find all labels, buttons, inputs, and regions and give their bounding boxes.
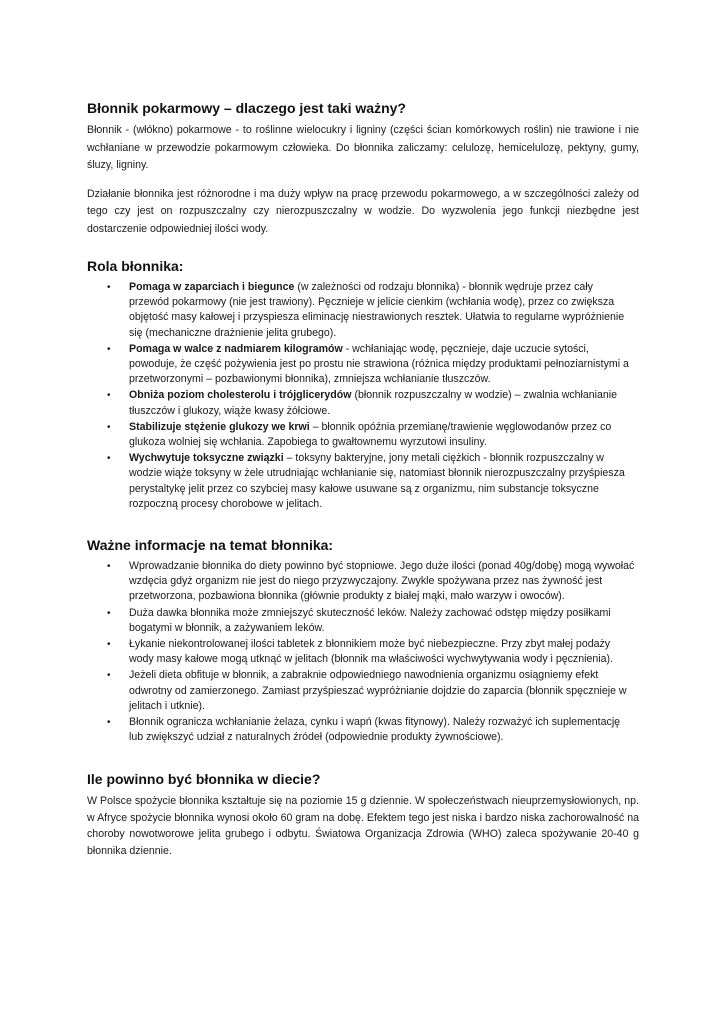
section-why-fiber [87, 98, 639, 238]
list-item-bold: Obniża poziom cholesterolu i trójglicerydów [129, 389, 352, 402]
list-item-text: – błonnik opóźnia przemianę/trawienie węglowodanów przez co glukoza wolniej się wchłania. Zapobiega to gwałtownemu wyrzutowi insuliny. [129, 420, 612, 449]
list-item-text: Wprowadzanie błonnika do diety powinno być stopniowe. Jego duże ilości (ponad 40g/dobę) mogą wywołać wzdęcia gdyż organizm nie jest do niego przyzwyczajony. Zwykle spożywana przez nas żywność jest przetworzona, pozbawiona błonnika (głównie produkty z białej mąki, mało warzyw i owoców). [129, 560, 635, 603]
list-item-text: Błonnik ogranicza wchłanianie żelaza, cynku i wapń (kwas fitynowy). Należy rozważyć ich suplementację lub zwiększyć udział z naturalnych źródeł (odpowiednie produkty żywnościowe). [129, 716, 621, 744]
section-daily-amount [87, 769, 639, 859]
list-item-bold: Pomaga w walce z nadmiarem kilogramów [129, 342, 343, 355]
paragraph: Błonnik - (włókno) pokarmowe - to roślinne wielocukry i ligniny (części ścian komórkowych roślin) nie trawione i nie wchłaniane w przewodzie pokarmowym człowieka. Do błonnika zaliczamy: celulozę, hemicelulozę, pektyny, gumy, śluzy, ligniny. [87, 124, 639, 171]
bullet-icon: • [107, 607, 111, 619]
document-page [87, 98, 639, 859]
section-title: Rola błonnika: [87, 258, 184, 274]
list-item-text: Jeżeli dieta obfituje w błonnik, a zabraknie odpowiedniego nawodnienia organizmu osiągniemy efekt odwrotny od zamierzonego. Zamiast przyśpieszać wypróżnianie dojdzie do zaparcia (błonnik spęcznieje w jelitach i utknie). [129, 669, 627, 712]
section-fiber-role [87, 256, 639, 512]
bullet-list [87, 280, 639, 512]
bullet-icon: • [107, 390, 111, 402]
list-item [87, 606, 639, 636]
list-item [87, 637, 639, 667]
list-item-text: Duża dawka błonnika może zmniejszyć skuteczność leków. Należy zachować odstęp między posiłkami bogatymi w błonnik, a zażywaniem leków. [129, 606, 611, 634]
list-item-text: (błonnik rozpuszczalny w wodzie) – zwalnia wchłanianie tłuszczów i glukozy, wiąże kwasy żółciowe. [129, 389, 618, 417]
paragraph: Działanie błonnika jest różnorodne i ma duży wpływ na pracę przewodu pokarmowego, a w szczególności zależy od tego czy jest on rozpuszczalny czy nierozpuszczalny w wodzie. Do wyzwolenia jego funkcji niezbędne jest dostarczenie odpowiedniej ilości wody. [87, 187, 639, 235]
list-item-bold: Wychwytuje toksyczne związki [129, 452, 284, 465]
bullet-icon: • [107, 670, 111, 682]
list-item [87, 559, 639, 605]
bullet-icon: • [107, 421, 111, 433]
list-item [87, 451, 639, 512]
bullet-icon: • [107, 282, 111, 293]
list-item [87, 280, 639, 341]
paragraph: W Polsce spożycie błonnika kształtuje się na poziomie 15 g dziennie. W społeczeństwach nieuprzemysłowionych, np. w Afryce spożycie błonnika wynosi około 60 gram na dobę. Efektem tego jest niska i bardzo niska zachorowalność na choroby nowotworowe jelita grubego i odbytu. Światowa Organizacja Zdrowia (WHO) zaleca spożywanie 20-40 g błonnika dziennie. [87, 795, 639, 857]
bullet-icon: • [107, 343, 111, 355]
list-item [87, 715, 639, 745]
list-item-text: (w zależności od rodzaju błonnika) - błonnik wędruje przez cały przewód pokarmowy (nie jest trawiony). Pęcznieje w jelicie cienkim (wchłania wodę), przez co zwiększa objętość masy kałowej i przyspiesza eliminację niestrawionych resztek. Ułatwia to regularne wypróżnienie się (mechaniczne drażnienie jelita grubego). [129, 281, 625, 339]
bullet-icon: • [107, 639, 111, 651]
bullet-icon: • [107, 717, 111, 729]
list-item [87, 668, 639, 714]
list-item-text: – toksyny bakteryjne, jony metali ciężkich - błonnik rozpuszczalny w wodzie wiąże toksyny w żele utrudniając wchłanianie się, natomiast błonnik nierozpuszczalny przyśpiesza perystaltykę jelit przez co szybciej masy kałowe usuwane są z organizmu, nim substancje toksyczne rozpoczną procesy chorobowe w jelitach. [129, 452, 625, 510]
section-title: Ile powinno być błonnika w diecie? [87, 771, 321, 788]
bullet-icon: • [107, 453, 111, 465]
list-item-text: - wchłaniając wodę, pęcznieje, daje uczucie sytości, powoduje, że część pożywienia jest po prostu nie strawiona (różnica między produktami pełnoziarnistymi a przetworzonymi – pozbawionymi błonnika), zmniejsza wchłanianie tłuszczów. [129, 342, 629, 386]
list-item-text: Łykanie niekontrolowanej ilości tabletek z błonnikiem może być niebezpieczne. Przy zbyt małej podaży wody masy kałowe mogą utknąć w jelitach (błonnik ma właściwości wychwytywania wody i pęcznienia). [129, 638, 613, 666]
list-item-bold: Pomaga w zaparciach i biegunce [129, 281, 295, 293]
section-important-info [87, 535, 639, 745]
list-item [87, 420, 639, 450]
bullet-icon: • [107, 561, 111, 573]
list-item [87, 342, 639, 388]
section-title: Ważne informacje na temat błonnika: [87, 537, 334, 554]
bullet-list [87, 559, 639, 745]
list-item [87, 388, 639, 418]
section-title: Błonnik pokarmowy – dlaczego jest taki ważny? [87, 100, 406, 116]
list-item-bold: Stabilizuje stężenie glukozy we krwi [129, 420, 310, 433]
